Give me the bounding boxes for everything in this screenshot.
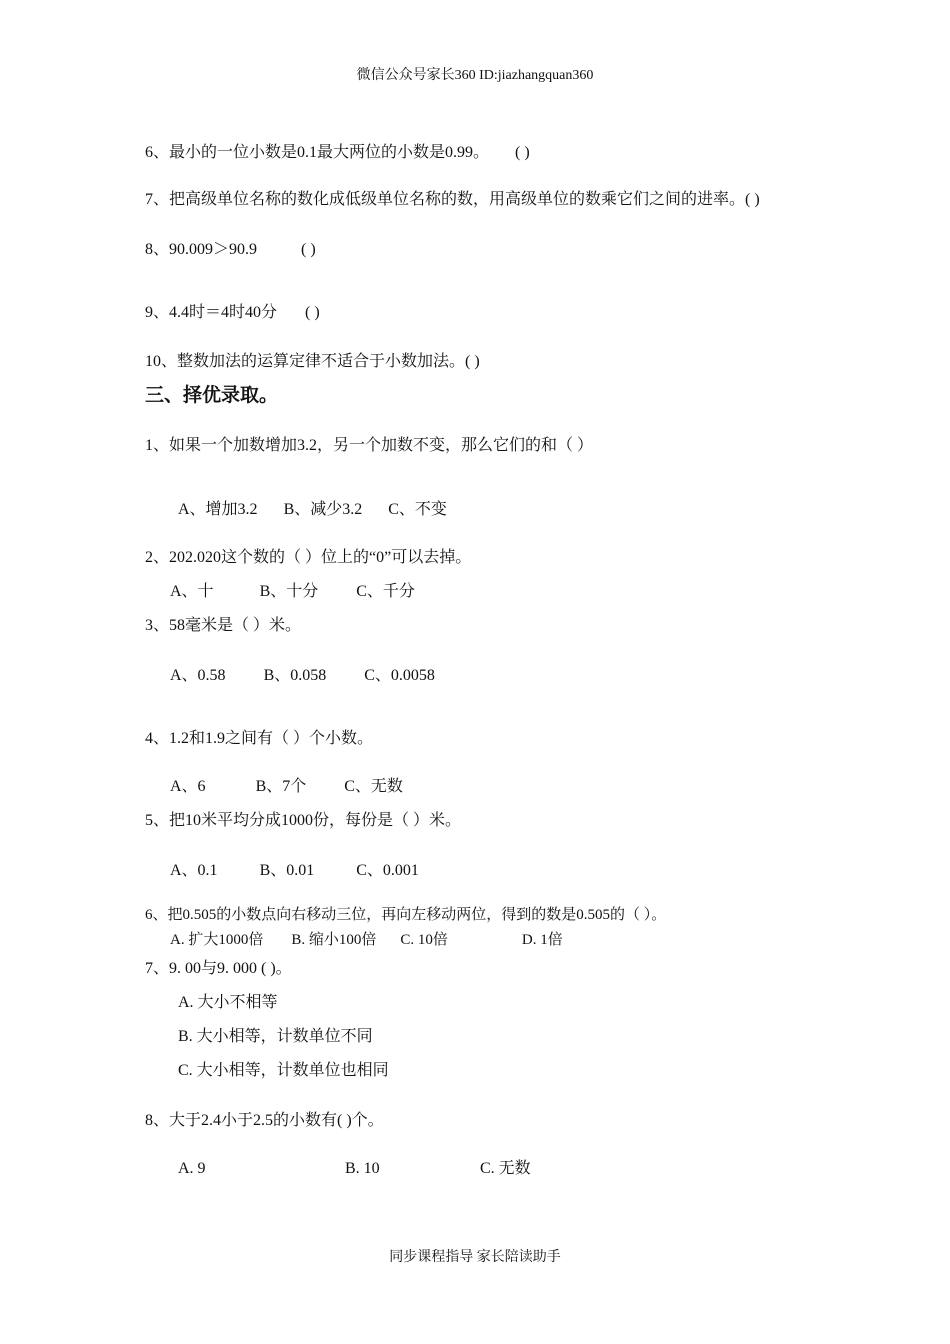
question-text: 10、整数加法的运算定律不适合于小数加法。 xyxy=(145,353,466,370)
choice-q2-stem: 2、202.020这个数的（ ）位上的“0”可以去掉。 xyxy=(145,549,472,566)
option-a: A、0.1 xyxy=(170,862,218,879)
option-b: B、十分 xyxy=(259,583,319,600)
option-a: A、6 xyxy=(170,778,206,795)
choice-q8-option-c: C. 无数 xyxy=(480,1160,531,1177)
option-c: C、千分 xyxy=(356,583,415,600)
option-d: D. 1倍 xyxy=(521,932,563,948)
choice-q1-stem: 1、如果一个加数增加3.2，另一个加数不变，那么它们的和（ ） xyxy=(145,437,594,454)
option-c: C、不变 xyxy=(388,501,447,518)
judgment-q7 xyxy=(145,190,760,210)
judgment-q10 xyxy=(145,352,480,372)
option-a: A、增加3.2 xyxy=(178,501,258,518)
option-c: C. 大小相等，计数单位也相同 xyxy=(178,1062,389,1079)
question-text: 8、90.009＞90.9 xyxy=(145,241,258,258)
option-b: B、0.01 xyxy=(259,862,315,879)
answer-blank: ( ) xyxy=(465,353,480,370)
choice-q2-options xyxy=(170,582,415,602)
choice-q6-stem: 6、把0.505的小数点向右移动三位，再向左移动两位，得到的数是0.505的（ ）。 xyxy=(145,907,667,923)
option-b: B、7个 xyxy=(255,778,307,795)
section-title: 三、择优录取。 xyxy=(145,384,279,406)
option-b: B、0.058 xyxy=(263,667,327,684)
option-c: C、0.001 xyxy=(356,862,419,879)
option-a: A. 扩大1000倍 xyxy=(170,932,264,948)
judgment-q8 xyxy=(145,240,316,260)
answer-blank: ( ) xyxy=(745,191,760,208)
question-text: 6、最小的一位小数是0.1最大两位的小数是0.99。 xyxy=(145,144,490,161)
option-b: B、减少3.2 xyxy=(283,501,363,518)
choice-q7-stem: 7、9. 00与9. 000 ( )。 xyxy=(145,960,292,977)
choice-q6-options xyxy=(170,930,563,950)
option-a: A、0.58 xyxy=(170,667,226,684)
option-c: C、无数 xyxy=(344,778,403,795)
choice-q8-stem: 8、大于2.4小于2.5的小数有( )个。 xyxy=(145,1112,384,1129)
choice-q4-options xyxy=(170,777,403,797)
answer-blank: ( ) xyxy=(301,241,316,258)
choice-q4-stem: 4、1.2和1.9之间有（ ）个小数。 xyxy=(145,730,374,747)
choice-q8-option-b: B. 10 xyxy=(345,1160,380,1177)
page-footer: 同步课程指导 家长陪读助手 xyxy=(389,1250,561,1265)
page-header: 微信公众号家长360 ID:jiazhangquan360 xyxy=(356,68,594,83)
choice-q1-options xyxy=(178,500,447,520)
option-a: A、十 xyxy=(170,583,214,600)
choice-q3-stem: 3、58毫米是（ ）米。 xyxy=(145,617,302,634)
option-b: B. 大小相等，计数单位不同 xyxy=(178,1028,373,1045)
option-c: C、0.0058 xyxy=(364,667,435,684)
judgment-q9 xyxy=(145,303,320,323)
option-a: A. 大小不相等 xyxy=(178,994,278,1011)
choice-q5-options xyxy=(170,861,419,881)
choice-q8-option-a: A. 9 xyxy=(178,1160,206,1177)
choice-q3-options xyxy=(170,666,435,686)
answer-blank: ( ) xyxy=(515,144,530,161)
question-text: 7、把高级单位名称的数化成低级单位名称的数，用高级单位的数乘它们之间的进率。 xyxy=(145,191,746,208)
judgment-q6 xyxy=(145,143,530,163)
answer-blank: ( ) xyxy=(305,304,320,321)
choice-q5-stem: 5、把10米平均分成1000份，每份是（ ）米。 xyxy=(145,812,462,829)
option-c: C. 10倍 xyxy=(400,932,448,948)
option-b: B. 缩小100倍 xyxy=(291,932,377,948)
question-text: 9、4.4时＝4时40分 xyxy=(145,304,278,321)
